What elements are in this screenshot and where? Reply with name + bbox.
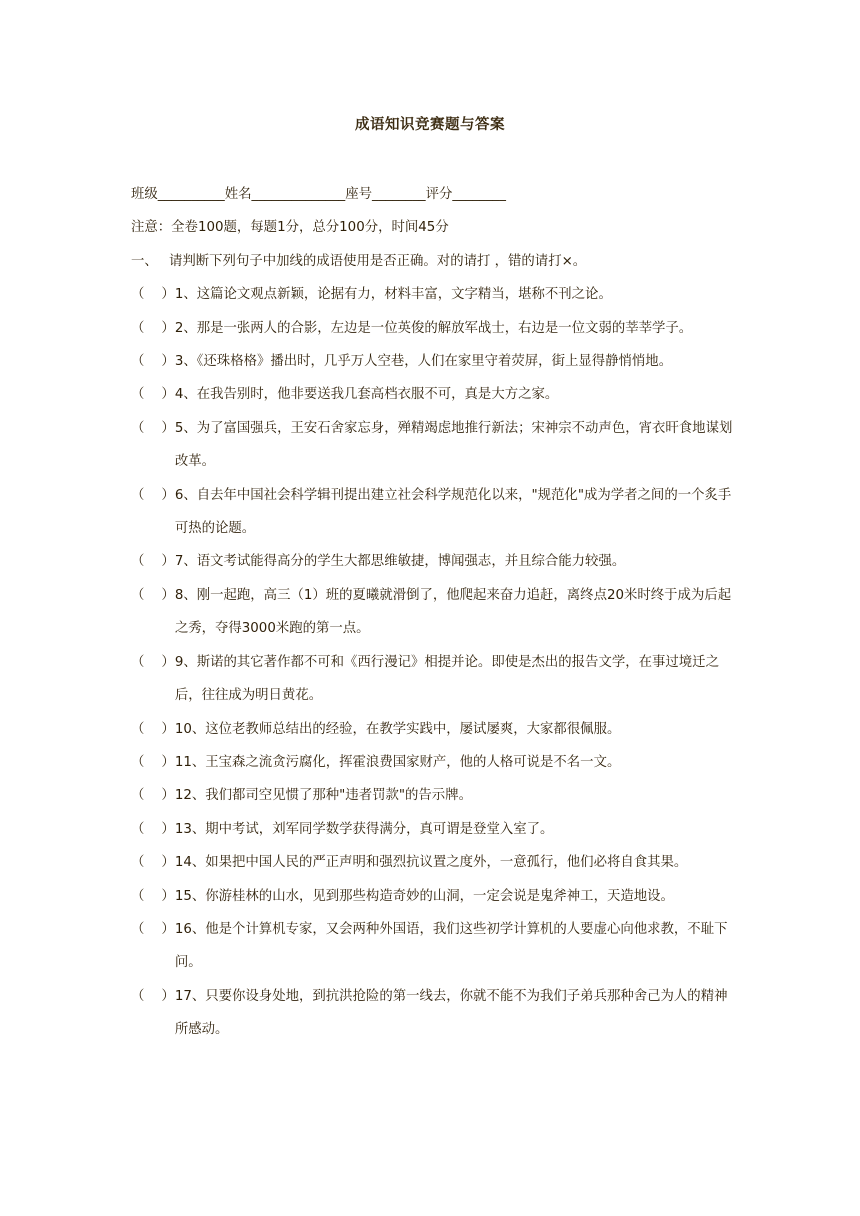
answer-blank[interactable]: （ ）: [131, 788, 175, 804]
question-text: 10、这位老教师总结出的经验，在教学实践中，屡试屡爽，大家都很佩服。: [174, 721, 621, 737]
student-info-line: 班级__________姓名______________座号________评分________: [131, 187, 506, 202]
exam-notice: 注意：全卷100题，每题1分，总分100分，时间45分: [131, 220, 449, 236]
answer-blank[interactable]: （ ）: [131, 554, 175, 570]
question-text: 17、只要你设身处地，到抗洪抢险的第一线去，你就不能不为我们子弟兵那种舍己为人的精神所感动。: [174, 988, 728, 1038]
answer-blank[interactable]: （ ）: [131, 921, 175, 937]
document-body: [131, 178, 736, 1047]
question-text: 12、我们都司空见惯了那种"违者罚款"的告示牌。: [174, 788, 472, 804]
question-text: 14、如果把中国人民的严正声明和强烈抗议置之度外，一意孤行，他们必将自食其果。: [174, 855, 688, 871]
answer-blank[interactable]: （ ）: [131, 855, 175, 871]
question-item: [131, 646, 736, 713]
answer-blank[interactable]: （ ）: [131, 654, 175, 670]
question-item: [131, 545, 736, 578]
answer-blank[interactable]: （ ）: [131, 721, 175, 737]
question-text: 5、为了富国强兵，王安石舍家忘身，殚精竭虑地推行新法；宋神宗不动声色，宵衣旰食地谋划改革。: [174, 420, 733, 470]
question-item: [131, 412, 736, 479]
question-item: [131, 479, 736, 546]
answer-blank[interactable]: （ ）: [131, 420, 175, 436]
question-item: [131, 278, 736, 311]
question-item: [131, 312, 736, 345]
section-instruction: 请判断下列句子中加线的成语使用是否正确。对的请打 ，错的请打×。: [169, 253, 587, 269]
question-item: [131, 813, 736, 846]
question-item: [131, 846, 736, 879]
question-text: 3、《还珠格格》播出时，几乎万人空巷，人们在家里守着荧屏，街上显得静悄悄地。: [174, 354, 673, 370]
section-index: 一、: [131, 253, 158, 269]
question-text: 2、那是一张两人的合影，左边是一位英俊的解放军战士，右边是一位文弱的莘莘学子。: [174, 320, 693, 336]
answer-blank[interactable]: （ ）: [131, 287, 175, 303]
answer-blank[interactable]: （ ）: [131, 888, 175, 904]
answer-blank[interactable]: （ ）: [131, 754, 175, 770]
question-item: [131, 746, 736, 779]
question-text: 6、自去年中国社会科学辑刊提出建立社会科学规范化以来，"规范化"成为学者之间的一个炙手可热的论题。: [174, 487, 732, 537]
question-text: 9、斯诺的其它著作都不可和《西行漫记》相提并论。即使是杰出的报告文学，在事过境迁之后，往往成为明日黄花。: [174, 654, 719, 704]
question-text: 16、他是个计算机专家，又会两种外国语，我们这些初学计算机的人要虚心向他求教，不耻下问。: [174, 921, 728, 971]
question-item: [131, 345, 736, 378]
question-item: [131, 713, 736, 746]
answer-blank[interactable]: （ ）: [131, 354, 175, 370]
question-text: 4、在我告别时，他非要送我几套高档衣服不可，真是大方之家。: [174, 387, 559, 403]
document-title: 成语知识竞赛题与答案: [355, 117, 505, 133]
section-heading: [131, 245, 736, 278]
question-item: [131, 579, 736, 646]
question-item: [131, 779, 736, 812]
answer-blank[interactable]: （ ）: [131, 320, 175, 336]
answer-blank[interactable]: （ ）: [131, 487, 175, 503]
question-text: 8、刚一起跑，高三（1）班的夏曦就滑倒了，他爬起来奋力追赶，离终点20米时终于成为后起之秀，夺得3000米跑的第一点。: [174, 587, 732, 637]
question-text: 15、你游桂林的山水，见到那些构造奇妙的山洞，一定会说是鬼斧神工，天造地设。: [174, 888, 674, 904]
answer-blank[interactable]: （ ）: [131, 821, 175, 837]
question-item: [131, 980, 736, 1047]
answer-blank[interactable]: （ ）: [131, 988, 175, 1004]
question-item: [131, 913, 736, 980]
question-item: [131, 378, 736, 411]
question-text: 7、语文考试能得高分的学生大都思维敏捷，博闻强志，并且综合能力较强。: [174, 554, 626, 570]
question-text: 11、王宝森之流贪污腐化，挥霍浪费国家财产，他的人格可说是不名一文。: [174, 754, 621, 770]
question-text: 1、这篇论文观点新颖，论据有力，材料丰富，文字精当，堪称不刊之论。: [174, 287, 612, 303]
answer-blank[interactable]: （ ）: [131, 387, 175, 403]
question-text: 13、期中考试，刘军同学数学获得满分，真可谓是登堂入室了。: [174, 821, 554, 837]
question-item: [131, 880, 736, 913]
answer-blank[interactable]: （ ）: [131, 587, 175, 603]
question-list: [131, 278, 736, 1046]
